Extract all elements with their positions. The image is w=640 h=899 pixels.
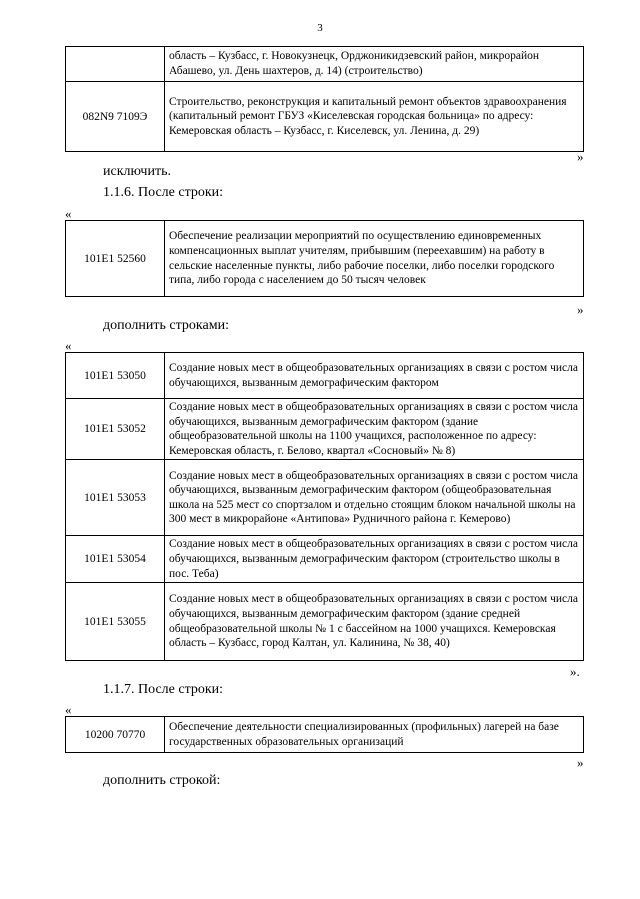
- table-row: [66, 536, 584, 583]
- code-cell: 101E1 53054: [66, 536, 165, 583]
- close-quote: »: [577, 149, 584, 164]
- close-quote: ».: [570, 664, 580, 679]
- description-cell: Обеспечение деятельности специализированных (профильных) лагерей на базе государственных образовательных организаций: [165, 717, 584, 753]
- code-cell: [66, 47, 165, 82]
- table-budget-codes-3: [65, 352, 584, 661]
- code-cell: 101E1 53050: [66, 353, 165, 399]
- table-budget-codes-4: [65, 716, 584, 753]
- table-row: [66, 717, 584, 753]
- table-row: [66, 82, 584, 152]
- table-row: [66, 583, 584, 661]
- table-row: [66, 221, 584, 297]
- description-cell: Строительство, реконструкция и капитальный ремонт объектов здравоохранения (капитальный ремонт ГБУЗ «Киселевская городская больница» по адресу: Кемеровская область – Кузбасс, г. Киселевск, ул. Ленина, д. 29): [165, 82, 584, 152]
- description-cell: Создание новых мест в общеобразовательных организациях в связи с ростом числа обучающихся, вызванным демографическим фактором (строительство школы в пос. Теба): [165, 536, 584, 583]
- add-rows-text: дополнить строками:: [103, 318, 229, 333]
- code-cell: 101E1 53053: [66, 460, 165, 536]
- open-quote: «: [65, 702, 72, 717]
- table-row: [66, 399, 584, 460]
- code-cell: 082N9 7109Э: [66, 82, 165, 152]
- description-cell: Обеспечение реализации мероприятий по осуществлению единовременных компенсационных выплат учителям, прибывшим (переехавшим) на работу в сельские населенные пункты, либо рабочие поселки, либо поселки городского типа, либо города с населением до 50 тысяч человек: [165, 221, 584, 297]
- table-row: [66, 460, 584, 536]
- description-cell: Создание новых мест в общеобразовательных организациях в связи с ростом числа обучающихся, вызванным демографическим фактором (общеобразовательная школа на 525 мест со спортзалом и отдельно стоящим блоком начальной школы на 300 мест в микрорайоне «Антипова» Рудничного района г. Кемерово): [165, 460, 584, 536]
- table-row: [66, 47, 584, 82]
- open-quote: «: [65, 206, 72, 221]
- table-budget-codes-1: [65, 46, 584, 152]
- section-1-1-6-heading: 1.1.6. После строки:: [103, 185, 224, 200]
- code-cell: 101E1 53052: [66, 399, 165, 460]
- code-cell: 101E1 52560: [66, 221, 165, 297]
- description-cell: Создание новых мест в общеобразовательных организациях в связи с ростом числа обучающихся, вызванным демографическим фактором (здание общеобразовательной школы на 1100 учащихся, расположенное по адресу: Кемеровская область, г. Белово, квартал «Сосновый» № 8): [165, 399, 584, 460]
- code-cell: 101E1 53055: [66, 583, 165, 661]
- add-row-text: дополнить строкой:: [103, 773, 221, 788]
- description-cell: Создание новых мест в общеобразовательных организациях в связи с ростом числа обучающихся, вызванным демографическим фактором: [165, 353, 584, 399]
- description-cell: область – Кузбасс, г. Новокузнецк, Орджоникидзевский район, микрорайон Абашево, ул. День шахтеров, д. 14) (строительство): [165, 47, 584, 82]
- page-number: 3: [317, 22, 323, 34]
- table-row: [66, 353, 584, 399]
- section-1-1-7-heading: 1.1.7. После строки:: [103, 682, 224, 697]
- close-quote: »: [577, 755, 584, 770]
- description-cell: Создание новых мест в общеобразовательных организациях в связи с ростом числа обучающихся, вызванным демографическим фактором (здание средней общеобразовательной школы № 1 с бассейном на 1000 учащихся. Кемеровская область – Кузбасс, город Калтан, ул. Калинина, № 38, 40): [165, 583, 584, 661]
- exclude-text: исключить.: [103, 164, 171, 179]
- open-quote: «: [65, 338, 72, 353]
- table-budget-codes-2: [65, 220, 584, 297]
- code-cell: 10200 70770: [66, 717, 165, 753]
- close-quote: »: [577, 302, 584, 317]
